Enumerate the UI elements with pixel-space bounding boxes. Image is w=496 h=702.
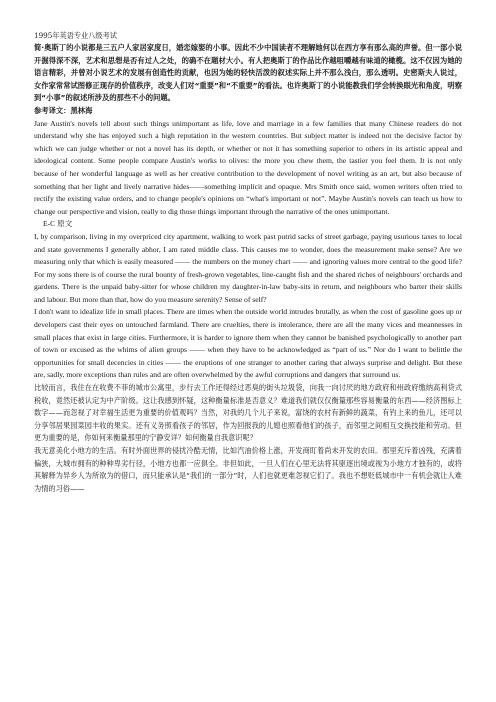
ec-section-label: E-C 原文 <box>43 219 73 229</box>
translation-paragraph: Jane Austin's novels tell about such things unimportant as life, love and marriage in a few families that many Chinese readers do not understand why she has enjoyed such a high reputation in the western countries. But subject matter is indeed not the decisive factor by which we can judge whether or not a novel has its depth, or whether or not it has something superior to others in its artistic appeal and ideological content. Some people compare Austin's works to olives: the more you chew them, the tastier you feel them. It is not only because of her wonderful language as well as her creative contribution to the development of novel writing as an art, but also because of something that her light and lively narrative hides——something implicit and opaque. Mrs Smith once said, women writers often tried to rectify the existing value orders, and to change people's opinions on “what's important or not”. Maybe Austin's novels can teach us how to change our perspective and vision, really to dig those things important through the narrative of the ones unimportant. <box>34 118 462 216</box>
ec-paragraph-1: I, by comparison, living in my overpriced city apartment, walking to work past putrid sacks of street garbage, paying usurious taxes to local and state governments I generally abhor, I am rated middle class. This causes me to wonder, does the measurement make sense? Are we measuring only that which is easily measured —— the numbers on the money chart —— and ignoring values more central to the good life? For my sons there is of course the rural bounty of fresh-grown vegetables, line-caught fish and the shared riches of neighbours' orchards and gardens. There is the unpaid baby-sitter for whose children my daughter-in-law baby-sits in return, and neighbours who barter their skills and labour. But more than that, how do you measure serenity? Sense of self? <box>34 231 462 304</box>
reference-translation-label: 参考译文：黑林海 <box>34 105 93 115</box>
exam-heading: 1995年英语专业八级考试 <box>34 31 117 40</box>
source-passage: 简·奥斯丁的小说都是三五户人家居家度日，婚恋嫁娶的小事。因此不少中国读者不理解她何以在西方享有那么高的声誉。但一部小说开掘得深不深，艺术和思想是否有过人之处，的确不在题材大小。有人把奥斯丁的作品比作越咀嚼越有味道的橄榄。这不仅因为她的语言精彩，并曾对小说艺术的发展有创造性的贡献，也因为她的轻快活泼的叙述实际上并不那么浅白，那么透明。史密斯夫人说过，女作家常常试图修正现存的价值秩序，改变人们对“重要”和“不重要”的看法。也许奥斯丁的小说能教我们学会转换眼光和角度，明察到“小事”的叙述所涉及的那些不小的问题。 <box>34 43 462 103</box>
cn-paragraph-2: 我无意美化小地方的生活。有时外面世界的侵扰冷酷无情，比如汽油价格上涨，开发商盯着尚未开发的农田。那里充斥着凶残，充满着偏狭，大城市拥有的种种卑劣行径，小地方也都一应俱全。非但如此，一旦人们在心里无法将其驱逐出境或视为小地方才独有的，或将其解释为异乡人为所欲为的借口，而只能承认是“我们的一部分”时，人们也就更难忽视它们了。我也不想贬低城市中一有机会就让人难为情的习俗—— <box>34 446 462 493</box>
ec-paragraph-2: I don't want to idealize life in small places. There are times when the outside world intrudes brutally, as when the cost of gasoline goes up or developers cast their eyes on untouched farmland. There are cruelties, there is intolerance, there are all the many vices and meannesses in small places that exist in large cities. Furthermore, it is harder to ignore them when they cannot be banished psychologically to another part of town or excused as the whims of alien groups —— when they have to be acknowledged as “part of us.” Nor do I want to belittle the opportunities for small decencies in cities —— the eruptions of one stranger to another caring that always surprise and delight. But these are, sadly, more exceptions than rules and are often overwhelmed by the awful corruptions and dangers that surround us. <box>34 307 462 380</box>
cn-paragraph-1: 比较而言，我住在在收费不菲的城市公寓里，步行去工作还得经过恶臭的街头垃圾袋，向我一向讨厌的地方政府和州政府缴纳高利贷式税收，竟然还被认定为中产阶级。这让我感到怀疑，这种衡量标准是否意义？难道我们就仅仅衡量那些容易衡量的东西——经济图标上数字——而忽视了对幸福生活更为重要的价值观吗？当然，对我的几个儿子来说，富饶的农村有新鲜的蔬菜，有钓上来的鱼儿，还可以分享邻居果园菜园丰收的果实。还有义务照看孩子的邻居，作为回报我的儿媳也照看他们的孩子，而邻里之间相互交换技能和劳动。但更为重要的是，你如何来衡量那里的宁静安详？如何衡量自我意识呢？ <box>34 383 462 443</box>
